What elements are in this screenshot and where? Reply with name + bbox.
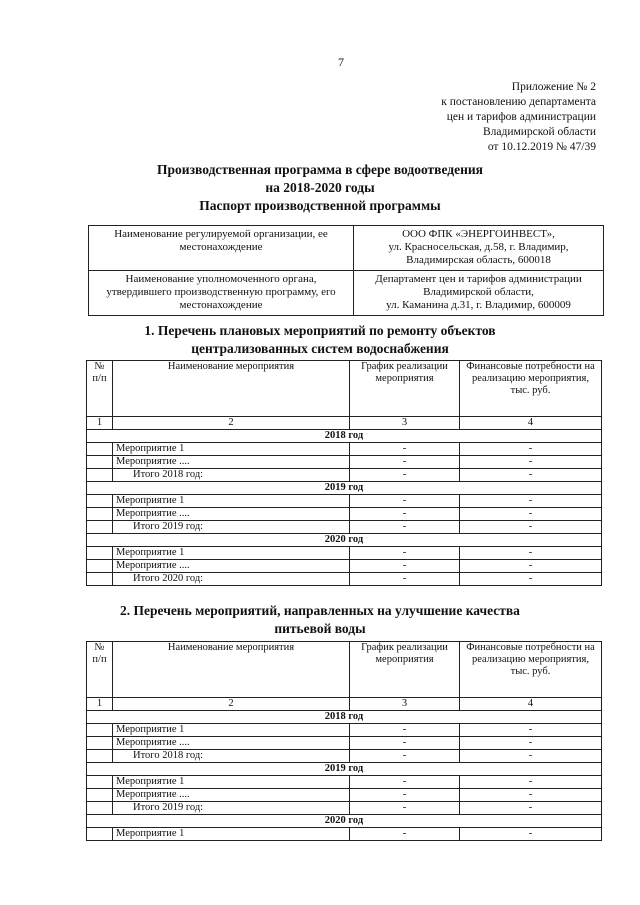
- schedule-value: -: [350, 456, 460, 469]
- total-row: [87, 573, 602, 586]
- col-num: 1: [87, 417, 113, 430]
- finance-value: -: [460, 547, 602, 560]
- schedule-value: -: [350, 469, 460, 482]
- year-row: [87, 711, 602, 724]
- table-row: [87, 508, 602, 521]
- schedule-value: -: [350, 547, 460, 560]
- total-label: Итого 2020 год:: [113, 573, 350, 586]
- schedule-value: -: [350, 750, 460, 763]
- passport-value: [354, 226, 604, 271]
- total-row: [87, 750, 602, 763]
- events-table-1: [86, 360, 602, 586]
- header-number: № п/п: [87, 642, 113, 698]
- event-name: Мероприятие ....: [113, 456, 350, 469]
- events-table-2: [86, 641, 602, 841]
- table-row: [87, 737, 602, 750]
- passport-value-line: ООО ФПК «ЭНЕРГОИНВЕСТ»,: [402, 228, 555, 240]
- table-row: [87, 776, 602, 789]
- event-name: Мероприятие ....: [113, 789, 350, 802]
- passport-row-authority: [89, 271, 604, 316]
- year-label: 2019 год: [87, 763, 602, 776]
- table-row: [87, 789, 602, 802]
- table-row: [87, 828, 602, 841]
- table-row: [87, 547, 602, 560]
- section1-title-line1: 1. Перечень плановых мероприятий по ремонту объектов: [144, 323, 496, 338]
- year-row: [87, 763, 602, 776]
- section1-title-line2: централизованных систем водоснабжения: [191, 341, 449, 356]
- col-num: 2: [113, 698, 350, 711]
- finance-value: -: [460, 456, 602, 469]
- finance-value: -: [460, 508, 602, 521]
- schedule-value: -: [350, 724, 460, 737]
- col-num: 4: [460, 417, 602, 430]
- header-number: № п/п: [87, 361, 113, 417]
- header-finance: Финансовые потребности на реализацию мероприятия, тыс. руб.: [460, 361, 602, 417]
- col-num: 3: [350, 417, 460, 430]
- schedule-value: -: [350, 521, 460, 534]
- passport-table: [88, 225, 604, 316]
- finance-value: -: [460, 560, 602, 573]
- appendix-line: цен и тарифов администрации: [446, 111, 596, 123]
- event-name: Мероприятие 1: [113, 828, 350, 841]
- table-row: [87, 560, 602, 573]
- column-number-row: [87, 698, 602, 711]
- header-schedule: График реализации мероприятия: [350, 642, 460, 698]
- col-num: 2: [113, 417, 350, 430]
- page-number: 7: [338, 55, 344, 69]
- finance-value: -: [460, 776, 602, 789]
- year-row: [87, 534, 602, 547]
- year-label: 2018 год: [87, 430, 602, 443]
- finance-value: -: [460, 828, 602, 841]
- section2-title-line1: 2. Перечень мероприятий, направленных на улучшение качества: [120, 603, 520, 618]
- appendix-header: [441, 80, 596, 155]
- finance-value: -: [460, 737, 602, 750]
- col-num: 1: [87, 698, 113, 711]
- table-header-row: [87, 361, 602, 417]
- table-row: [87, 443, 602, 456]
- appendix-line: Приложение № 2: [511, 81, 596, 93]
- doc-title-line1: Производственная программа в сфере водоотведения: [157, 162, 483, 177]
- finance-value: -: [460, 469, 602, 482]
- event-name: Мероприятие 1: [113, 776, 350, 789]
- schedule-value: -: [350, 573, 460, 586]
- finance-value: -: [460, 573, 602, 586]
- table-row: [87, 456, 602, 469]
- table-row: [87, 724, 602, 737]
- schedule-value: -: [350, 776, 460, 789]
- doc-title-line3: Паспорт производственной программы: [199, 198, 441, 213]
- finance-value: -: [460, 443, 602, 456]
- section2-title-line2: питьевой воды: [274, 621, 366, 636]
- header-event-name: Наименование мероприятия: [113, 361, 350, 417]
- year-label: 2018 год: [87, 711, 602, 724]
- year-label: 2020 год: [87, 534, 602, 547]
- event-name: Мероприятие 1: [113, 724, 350, 737]
- passport-value-line: Владимирская область, 600018: [406, 254, 551, 266]
- total-row: [87, 469, 602, 482]
- event-name: Мероприятие 1: [113, 443, 350, 456]
- appendix-line: от 10.12.2019 № 47/39: [487, 141, 596, 153]
- passport-value: [354, 271, 604, 316]
- finance-value: -: [460, 750, 602, 763]
- total-label: Итого 2018 год:: [113, 469, 350, 482]
- passport-label: Наименование уполномоченного органа, утвердившего производственную программу, его местонахождение: [89, 271, 354, 316]
- event-name: Мероприятие ....: [113, 737, 350, 750]
- year-row: [87, 815, 602, 828]
- total-label: Итого 2019 год:: [113, 521, 350, 534]
- year-row: [87, 430, 602, 443]
- schedule-value: -: [350, 495, 460, 508]
- table-header-row: [87, 642, 602, 698]
- schedule-value: -: [350, 737, 460, 750]
- event-name: Мероприятие ....: [113, 508, 350, 521]
- column-number-row: [87, 417, 602, 430]
- total-label: Итого 2019 год:: [113, 802, 350, 815]
- passport-value-line: ул. Каманина д.31, г. Владимир, 600009: [386, 299, 571, 311]
- header-finance: Финансовые потребности на реализацию мероприятия, тыс. руб.: [460, 642, 602, 698]
- year-label: 2020 год: [87, 815, 602, 828]
- total-label: Итого 2018 год:: [113, 750, 350, 763]
- table-row: [87, 495, 602, 508]
- doc-title-line2: на 2018-2020 годы: [265, 180, 375, 195]
- col-num: 4: [460, 698, 602, 711]
- schedule-value: -: [350, 789, 460, 802]
- total-row: [87, 802, 602, 815]
- finance-value: -: [460, 789, 602, 802]
- total-row: [87, 521, 602, 534]
- passport-value-line: Департамент цен и тарифов администрации: [375, 273, 582, 285]
- schedule-value: -: [350, 802, 460, 815]
- appendix-line: к постановлению департамента: [441, 96, 596, 108]
- finance-value: -: [460, 802, 602, 815]
- event-name: Мероприятие 1: [113, 495, 350, 508]
- finance-value: -: [460, 521, 602, 534]
- passport-row-organization: [89, 226, 604, 271]
- passport-label: Наименование регулируемой организации, ее местонахождение: [89, 226, 354, 271]
- event-name: Мероприятие 1: [113, 547, 350, 560]
- schedule-value: -: [350, 508, 460, 521]
- passport-value-line: Владимирской области,: [423, 286, 534, 298]
- passport-value-line: ул. Красносельская, д.58, г. Владимир,: [388, 241, 569, 253]
- finance-value: -: [460, 724, 602, 737]
- header-schedule: График реализации мероприятия: [350, 361, 460, 417]
- header-event-name: Наименование мероприятия: [113, 642, 350, 698]
- finance-value: -: [460, 495, 602, 508]
- year-row: [87, 482, 602, 495]
- year-label: 2019 год: [87, 482, 602, 495]
- event-name: Мероприятие ....: [113, 560, 350, 573]
- schedule-value: -: [350, 560, 460, 573]
- col-num: 3: [350, 698, 460, 711]
- schedule-value: -: [350, 443, 460, 456]
- appendix-line: Владимирской области: [482, 126, 596, 138]
- schedule-value: -: [350, 828, 460, 841]
